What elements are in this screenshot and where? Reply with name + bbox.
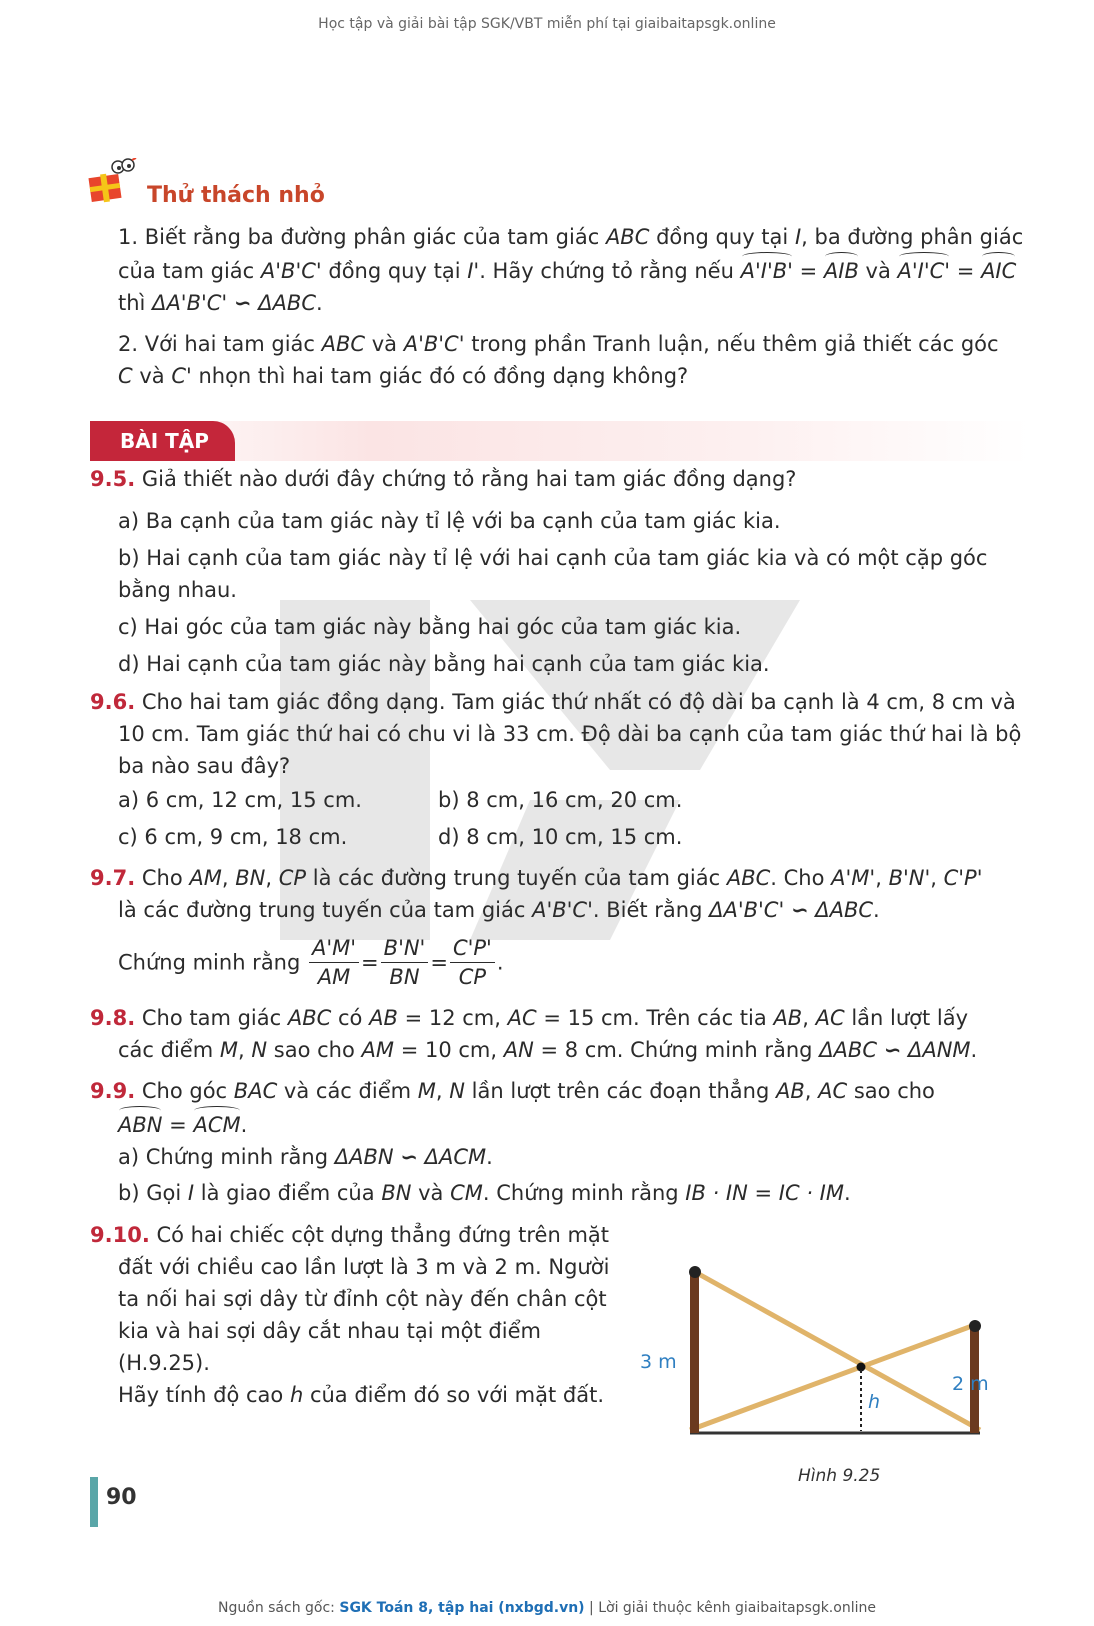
exercise-9-8: 9.8. Cho tam giác ABC có AB = 12 cm, AC = 15 cm. Trên các tia AB, AC lần lượt lấy các điểm M, N sao cho AM = 10 cm, AN = 8 cm. Chứng minh rằng ΔABC ∽ ΔANM. xyxy=(90,1006,978,1062)
exercise-9-6: 9.6. Cho hai tam giác đồng dạng. Tam giác thứ nhất có độ dài ba cạnh là 4 cm, 8 cm và 10 cm. Tam giác thứ hai có chu vi là 33 cm. Độ dài ba cạnh của tam giác thứ hai là bộ ba nào sau đây? xyxy=(90,690,1022,778)
page-number-bar xyxy=(90,1477,98,1527)
figure-caption: Hình 9.25 xyxy=(798,1466,881,1486)
section-label: BÀI TẬP xyxy=(90,421,235,461)
exercise-9-6-option-d: d) 8 cm, 10 cm, 15 cm. xyxy=(438,825,683,849)
exercise-9-9: 9.9. Cho góc BAC và các điểm M, N lần lượt trên các đoạn thẳng AB, AC sao cho ABN = ACM. xyxy=(90,1075,1030,1141)
figure-9-25 xyxy=(640,1260,1020,1450)
label-3m: 3 m xyxy=(640,1351,677,1373)
exercise-9-9-part-b: b) Gọi I là giao điểm của BN và CM. Chứng minh rằng IB · IN = IC · IM. xyxy=(118,1181,851,1205)
exercise-9-7-proof: Chứng minh rằng $\frac{A'M'}{AM}$ = $\frac{B'N'}{BN}$ = $\frac{C'P'}{CP}$ . xyxy=(118,936,504,989)
challenge-q1: 1. Biết rằng ba đường phân giác của tam giác ABC đồng quy tại I, ba đường phân giác của tam giác A'B'C' đồng quy tại I'. Hãy chứng tỏ rằng nếu A'I'B' = AIB và A'I'C' = AIC thì ΔA'B'C' ∽ ΔABC. xyxy=(118,225,1024,315)
exercise-9-5-options: a) Ba cạnh của tam giác này tỉ lệ với ba cạnh của tam giác kia. b) Hai cạnh của tam giác này tỉ lệ với hai cạnh của tam giác kia và có một cặp góc bằng nhau. c) Hai góc của tam giác này bằng hai góc của tam giác kia. d) Hai cạnh của tam giác này bằng hai cạnh của tam giác kia. xyxy=(118,509,988,676)
challenge-title: Thử thách nhỏ xyxy=(147,183,325,208)
rope-2 xyxy=(690,1326,972,1430)
fraction-3: $\frac{C'P'}{CP}$ xyxy=(450,934,495,991)
page-footer: Nguồn sách gốc: SGK Toán 8, tập hai (nxbgd.vn) | Lời giải thuộc kênh giaibaitapsgk.online xyxy=(218,1600,876,1616)
exercise-9-6-option-c: c) 6 cm, 9 cm, 18 cm. xyxy=(118,825,348,849)
exercise-9-7: 9.7. Cho AM, BN, CP là các đường trung tuyến của tam giác ABC. Cho A'M', B'N', C'P' là các đường trung tuyến của tam giác A'B'C'. Biết rằng ΔA'B'C' ∽ ΔABC. xyxy=(90,866,983,922)
exercise-9-5: 9.5. Giả thiết nào dưới đây chứng tỏ rằng hai tam giác đồng dạng? xyxy=(90,467,797,491)
label-2m: 2 m xyxy=(952,1373,989,1395)
label-h: h xyxy=(868,1391,881,1413)
pole-left xyxy=(690,1272,699,1433)
page-header: Học tập và giải bài tập SGK/VBT miễn phí tại giaibaitapsgk.online xyxy=(318,16,776,32)
exercise-9-10: 9.10. Có hai chiếc cột dựng thẳng đứng trên mặt đất với chiều cao lần lượt là 3 m và 2 m. Người ta nối hai sợi dây từ đỉnh cột này đến chân cột kia và hai sợi dây cắt nhau tại một điểm (H.9.25). Hãy tính độ cao h của điểm đó so với mặt đất. xyxy=(90,1223,610,1407)
rope-1 xyxy=(695,1272,980,1430)
fraction-2: $\frac{B'N'}{BN}$ xyxy=(381,934,429,991)
challenge-gift-icon xyxy=(88,158,138,204)
exercise-9-9-part-a: a) Chứng minh rằng ΔABN ∽ ΔACM. xyxy=(118,1145,493,1169)
page-number: 90 xyxy=(106,1485,137,1510)
exercise-9-6-option-a: a) 6 cm, 12 cm, 15 cm. xyxy=(118,788,362,812)
fraction-1: $\frac{A'M'}{AM}$ xyxy=(309,934,359,991)
page-number-box xyxy=(90,1477,150,1527)
exercise-9-6-option-b: b) 8 cm, 16 cm, 20 cm. xyxy=(438,788,683,812)
source-book-link[interactable]: SGK Toán 8, tập hai (nxbgd.vn) xyxy=(339,1600,585,1616)
challenge-q2: 2. Với hai tam giác ABC và A'B'C' trong phần Tranh luận, nếu thêm giả thiết các góc C và C' nhọn thì hai tam giác đó có đồng dạng không? xyxy=(118,332,999,388)
